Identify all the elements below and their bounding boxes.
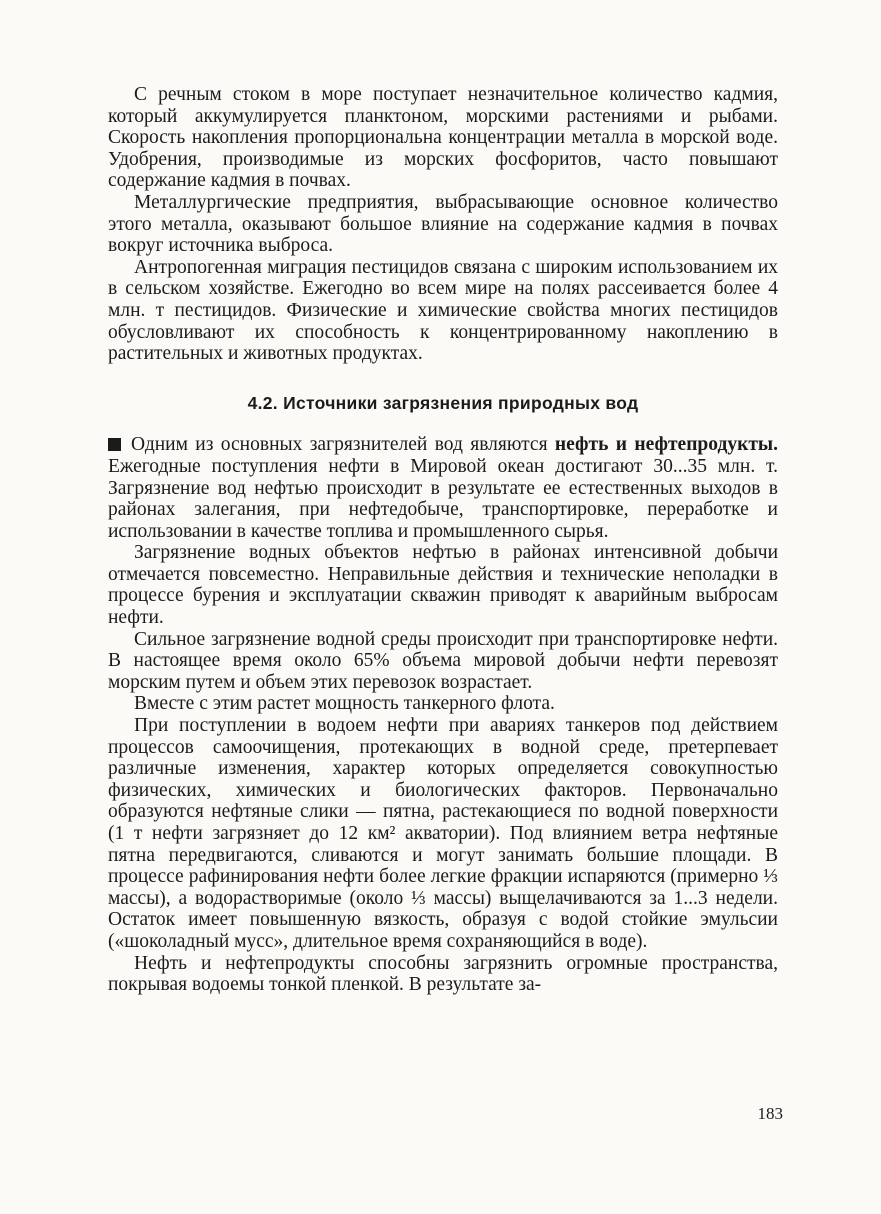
paragraph-pesticides: Антропогенная миграция пестицидов связана с широким использованием их в сельском хозяйстве. Ежегодно во всем мире на полях рассеивается более 4 млн. т пестицидов. Физические и химические свойства многих пестицидов обусловливают их способность к концентрированному накоплению в растительных и животных продуктах. [108,256,778,365]
lead-prefix: Одним из основных загрязнителей вод являются [131,434,555,456]
lead-term: нефть и нефтепродукты. [554,434,778,456]
page-number: 183 [757,1104,783,1123]
paragraph-oil-extraction: Загрязнение водных объектов нефтью в районах интенсивной добычи отмечается повсеместно. Неправильные действия и технические неполадки в процессе бурения и эксплуатации скважин приводят к аварийным выбросам нефти. [108,542,778,629]
paragraph-oil-film: Нефть и нефтепродукты способны загрязнить огромные пространства, покрывая водоемы тонкой пленкой. В результате за- [108,952,778,996]
lead-rest: Ежегодные поступления нефти в Мировой океан достигают 30...35 млн. т. Загрязнение вод нефтью происходит в результате ее естественных выходов в районах залегания, при нефтедобыче, транспортировке, переработке и использовании в качестве топлива и промышленного сырья. [108,455,778,542]
paragraph-tanker-fleet: Вместе с этим растет мощность танкерного флота. [134,693,555,715]
paragraph-oil-lead [108,434,778,542]
section-marker-icon [108,438,121,451]
paragraph-oil-accidents: При поступлении в водоем нефти при авариях танкеров под действием процессов самоочищения, протекающих в водной среде, претерпевает различные изменения, характер которых определяется совокупностью физических, химических и биологических факторов. Первоначально образуются нефтяные слики — пятна, растекающиеся по водной поверхности (1 т нефти загрязняет до 12 км² акватории). Под влиянием ветра нефтяные пятна передвигаются, сливаются и могут занимать большие площади. В процессе рафинирования нефти более легкие фракции испаряются (примерно ⅓ массы), а водорастворимые (около ⅓ массы) выщелачиваются за 1...3 недели. Остаток имеет повышенную вязкость, образуя с водой стойкие эмульсии («шоколадный мусс», длительное время сохраняющийся в воде). [108,715,778,952]
section-heading: 4.2. Источники загрязнения природных вод [247,392,639,413]
paragraph-oil-transport: Сильное загрязнение водной среды происходит при транспортировке нефти. В настоящее время около 65% объема мировой добычи нефти перевозят морским путем и объем этих перевозок возрастает. [108,628,778,693]
page-body [108,84,778,996]
paragraph-metallurgy: Металлургические предприятия, выбрасывающие основное количество этого металла, оказывают большое влияние на содержание кадмия в почвах вокруг источника выброса. [108,191,778,257]
paragraph-cadmium-river: С речным стоком в море поступает незначительное количество кадмия, который аккумулируется планктоном, морскими растениями и рыбами. Скорость накопления пропорциональна концентрации металла в морской воде. Удобрения, производимые из морских фосфоритов, часто повышают содержание кадмия в почвах. [108,84,778,192]
